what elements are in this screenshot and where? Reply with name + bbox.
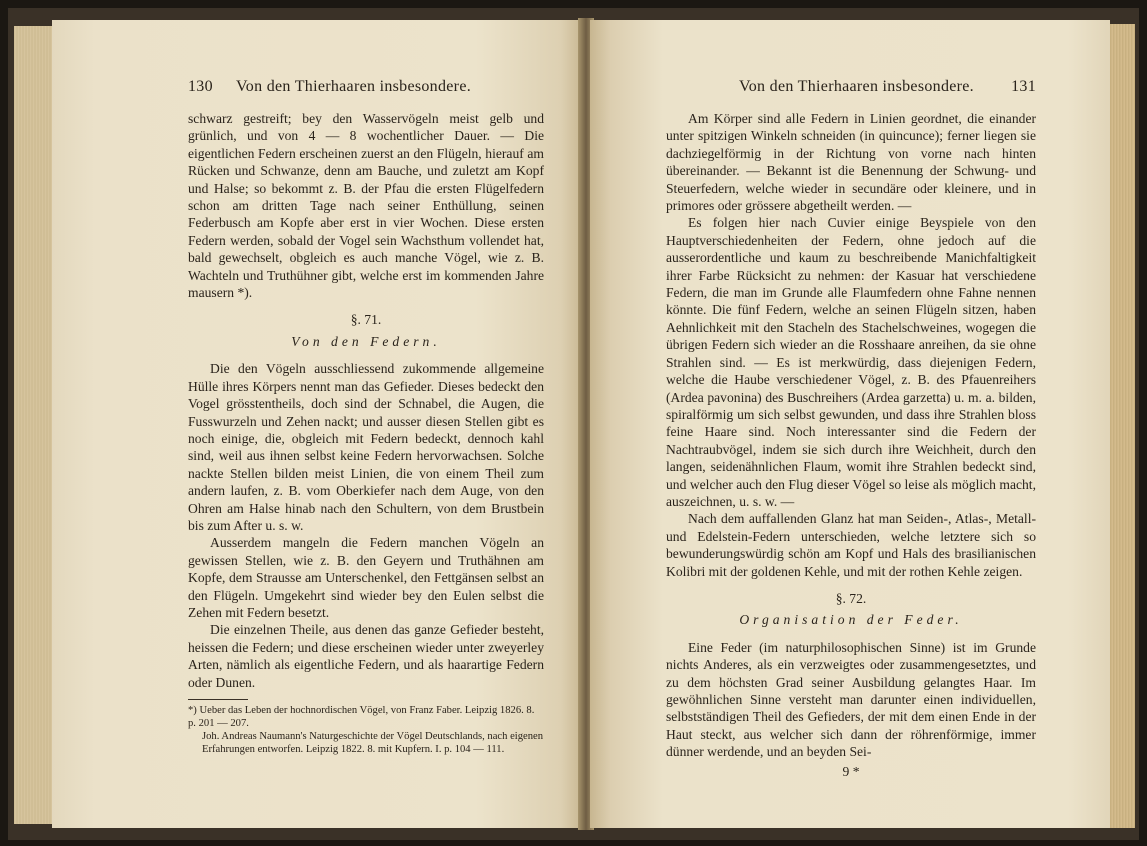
- left-running-title: Von den Thierhaaren insbesondere.: [236, 78, 472, 95]
- footnote-rule: [188, 699, 248, 700]
- right-paragraph-3: Nach dem auffallenden Glanz hat man Seiden-, Atlas-, Metall- und Edelstein-Federn unterschieden, welche letztere sich so bewunderungswürdig schön am Kopf und Hals des brasilianischen Kolibri mit der goldenen Kehle, und mit der rothen Kehle zeigen.: [666, 511, 1036, 579]
- footnotes: [188, 704, 544, 756]
- right-page-number: 131: [1011, 78, 1036, 95]
- right-section-paragraph-1: Eine Feder (im naturphilosophischen Sinne) ist im Grunde nichts Anderes, als ein verzweigtes oder zusammengesetztes, und zu dem höchsten Grad seiner Ausbildung gelangtes Haar. Im gewöhnlichen Sinne versteht man darunter einen individuellen, selbstständigen Theil des Gefieders, der mit dem einen Ende in der Haut steckt, aus welcher sich dann der röhrenförmige, immer dünner werdende, und an beyden Sei-: [666, 639, 1036, 760]
- left-section-paragraph-2: Ausserdem mangeln die Federn manchen Vögeln an gewissen Stellen, wie z. B. den Geyern und Truthähnen am Kopfe, dem Strausse am Unterschenkel, den Fettgänsen selbst an den Flügeln. Umgekehrt sind wieder bey den Eulen selbst die Zehen mit Federn besetzt.: [188, 535, 544, 620]
- signature-mark: 9 *: [842, 763, 860, 779]
- right-page: [590, 20, 1110, 828]
- right-running-title: Von den Thierhaaren insbesondere.: [738, 78, 974, 95]
- footnote-1: *) Ueber das Leben der hochnordischen Vögel, von Franz Faber. Leipzig 1826. 8. p. 201 — 207.: [188, 705, 535, 729]
- left-page-number: 130: [188, 78, 213, 95]
- right-text: [666, 110, 1036, 780]
- left-page: [52, 20, 582, 828]
- left-section-title: Von den Federn.: [291, 333, 441, 349]
- left-running-head: [188, 78, 544, 100]
- open-book: [8, 8, 1139, 840]
- right-section-number: §. 72.: [835, 590, 867, 606]
- left-section-number: §. 71.: [350, 312, 382, 328]
- right-paragraph-2: Es folgen hier nach Cuvier einige Beyspiele von den Hauptverschiedenheiten der Federn, ohne jedoch auf die ausserordentliche und kaum zu beschreibende Manichfaltigkeit ihrer Farbe Rücksicht zu nehmen: der Kasuar hat verschiedene Federn, die man im Grunde alle Flaumfedern ohne Fahne nennen könnte. Die fünf Federn, welche an seinen Flügeln sitzen, haben Aehnlichkeit mit den Stacheln des Stachelschweines, wogegen die übrigen Federn sich wieder an die Rosshaare anreihen, da sie ohne Strahlen sind. — Es ist merkwürdig, dass diejenigen Federn, welche die Haube verschiedener Vögel, z. B. des Pfauenreihers (Ardea pavonina) des Buschreihers (Ardea garzetta) u. m. a. bilden, spiralförmig um sich selbst gewunden, und dass ihre Strahlen bloss feine Haare sind. Noch interessanter sind die Federn der Nachtraubvögel, indem sie sich durch ihre Weichheit, durch den langen, seidenähnlichen Flaum, womit ihre Strahlen bedeckt sind, und welcher auch den Flug dieser Vögel so leise als möglich macht, auszeichnen, u. s. w. —: [666, 215, 1036, 509]
- footnote-2: Joh. Andreas Naumann's Naturgeschichte der Vögel Deutschlands, nach eigenen Erfahrungen entworfen. Leipzig 1822. 8. mit Kupfern. I. p. 104 — 111.: [202, 731, 544, 755]
- left-text: [188, 110, 544, 756]
- right-running-head: [666, 78, 1036, 100]
- page-edges-left: [14, 26, 54, 824]
- right-paragraph-1: Am Körper sind alle Federn in Linien geordnet, die einander unter spitzigen Winkeln schneiden (in quincunce); ferner liegen sie dachziegelförmig in der Richtung von vorne nach hinten übereinander. — Bekannt ist die Benennung der Schwung- und Steuerfedern, welche wieder in secundäre oder kleinere, und in primores oder grössere abgetheilt werden. —: [666, 111, 1036, 214]
- left-paragraph-1: schwarz gestreift; bey den Wasservögeln meist gelb und grünlich, und von 4 — 8 wochentlicher Dauer. — Die eigentlichen Federn erscheinen zuerst an den Flügeln, hierauf am Rücken und Schwanze, denn am Bauche, und zuletzt am Kopf und Halse; so bekommt z. B. der Pfau die ersten Flügelfedern schon am dritten Tage nach seiner Enthüllung, seinen Federbusch am Kopfe aber erst in vier Wochen. Diese ersten Federn werden, sobald der Vogel sein Wachsthum vollendet hat, bald gewechselt, obgleich es auch manche Vögel, wie z. B. Wachteln und Truthühner gibt, welche erst im kommenden Jahre mausern *).: [188, 111, 544, 301]
- right-section-title: Organisation der Feder.: [739, 612, 963, 628]
- left-section-paragraph-3: Die einzelnen Theile, aus denen das ganze Gefieder besteht, heissen die Federn; und diese erscheinen wieder unter zweyerley Arten, nämlich als eigentliche Federn, und als haarartige Federn oder Dunen.: [188, 622, 544, 690]
- left-section-paragraph-1: Die den Vögeln ausschliessend zukommende allgemeine Hülle ihres Körpers nennt man das Gefieder. Dieses bedeckt den Vogel grösstentheils, doch sind der Schnabel, die Augen, die Fusswurzeln und Zehen nackt; und ausser diesen Stellen gibt es noch einige, die, obgleich mit Federn bedeckt, dennoch kahl sind, weil aus ihnen selbst keine Federn hervorwachsen. Solche nackte Stellen bilden meist Linien, die von einem Theil zum andern laufen, z. B. vom Oberkiefer nach dem Auge, von den Ohren am Halse hinab nach den Schultern, von dem Brustbein bis zum After u. s. w.: [188, 361, 544, 533]
